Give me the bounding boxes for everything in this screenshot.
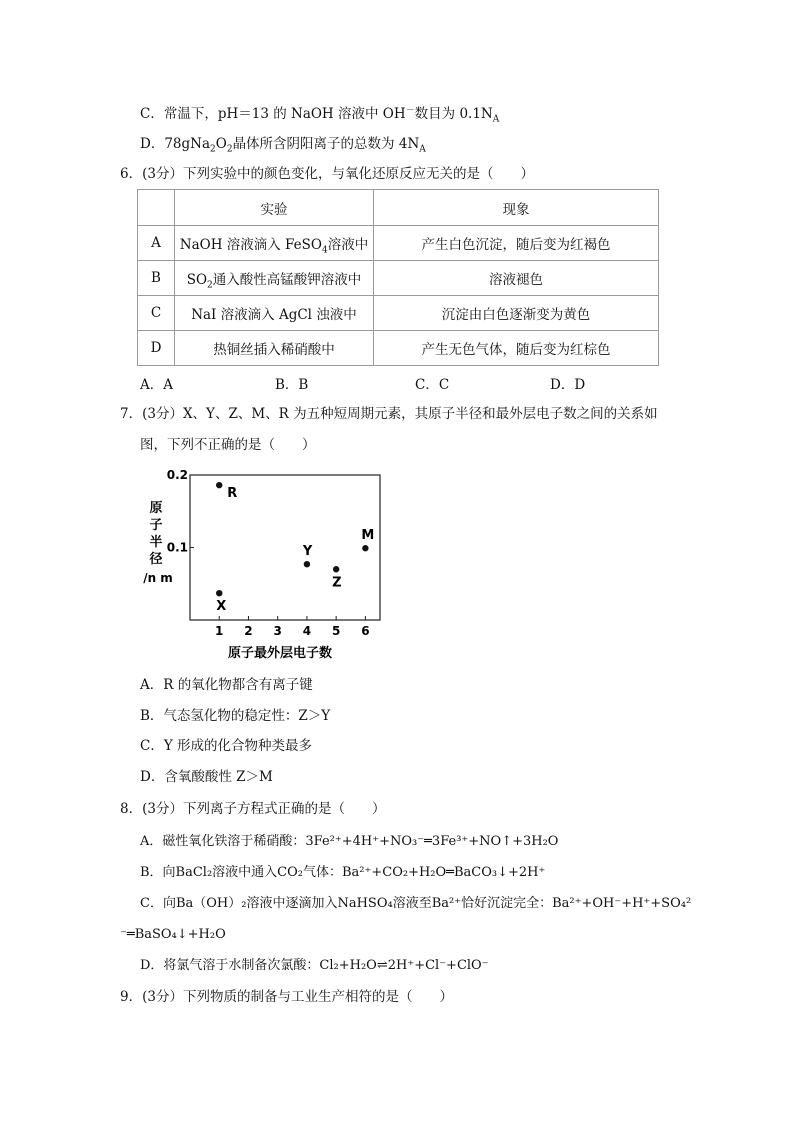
row-key: D	[138, 331, 175, 366]
table-header-cell: 实验	[175, 190, 374, 226]
q6-stem: 6．(3分）下列实验中的颜色变化，与氧化还原反应无关的是（ ）	[120, 166, 534, 182]
row-phenomenon: 产生白色沉淀，随后变为红褐色	[374, 226, 659, 261]
row-phenomenon: 沉淀由白色逐渐变为黄色	[374, 296, 659, 331]
ylabel-char: 子	[149, 518, 163, 533]
q8-stem: 8．(3分）下列离子方程式正确的是（ ）	[120, 801, 386, 817]
q8-option-c: C．向Ba（OH）₂溶液中逐滴加入NaHSO₄溶液至Ba²⁺恰好沉淀完全：Ba²⁺+OH⁻+H⁺+SO₄²	[140, 896, 692, 911]
q7-stem-line1: 7．(3分）X、Y、Z、M、R 为五种短周期元素，其原子半径和最外层电子数之间的关系如	[120, 406, 658, 422]
row-key: B	[138, 261, 175, 296]
x-tick-label: 6	[361, 624, 370, 638]
x-tick-label: 2	[244, 624, 253, 638]
point-label-X: X	[216, 599, 227, 615]
q7-option-d: D．含氧酸酸性 Z＞M	[140, 769, 273, 785]
q7-scatter-chart	[138, 460, 388, 665]
row-phenomenon: 产生无色气体，随后变为红棕色	[374, 331, 659, 366]
point-Z	[333, 566, 339, 572]
q8-option-c-cont: ⁻═BaSO₄↓+H₂O	[120, 927, 226, 942]
row-experiment: 热铜丝插入稀硝酸中	[175, 331, 374, 366]
ylabel-char: 径	[149, 552, 163, 567]
point-label-M: M	[361, 528, 375, 544]
x-tick-label: 5	[331, 624, 341, 638]
row-experiment: NaI 溶液滴入 AgCl 浊液中	[175, 296, 374, 331]
x-axis-label: 原子最外层电子数	[227, 646, 333, 661]
q8-option-d: D．将氯气溶于水制备次氯酸：Cl₂+H₂O⇌2H⁺+Cl⁻+ClO⁻	[140, 958, 489, 973]
q7-option-c: C．Y 形成的化合物种类最多	[140, 738, 313, 754]
q5-option-c: C．常温下，pH＝13 的 NaOH 溶液中 OH－数目为 $0.1N_A$	[140, 105, 500, 125]
table-row	[138, 226, 659, 261]
point-label-Y: Y	[302, 544, 313, 560]
ylabel-char: 原	[149, 501, 163, 516]
choice-b: B．B	[275, 377, 309, 393]
point-X	[216, 590, 222, 596]
q7-option-a: A．R 的氧化物都含有离子键	[140, 677, 313, 693]
point-R	[216, 482, 222, 488]
table-row	[138, 296, 659, 331]
point-M	[362, 545, 368, 551]
q9-stem: 9．(3分）下列物质的制备与工业生产相符的是（ ）	[120, 989, 453, 1005]
ylabel-unit: /n m	[143, 571, 173, 585]
y-tick-label: 0.1	[166, 540, 188, 555]
row-phenomenon: 溶液褪色	[374, 261, 659, 296]
table-header-cell: 现象	[374, 190, 659, 226]
ylabel-char: 半	[149, 535, 163, 550]
row-key: C	[138, 296, 175, 331]
q5-option-d: D．$78gNa_2O_2$晶体所含阴阳离子的总数为 $4N_A$	[140, 136, 426, 155]
q8-option-a: A．磁性氧化铁溶于稀硝酸：3Fe²⁺+4H⁺+NO₃⁻═3Fe³⁺+NO↑+3H₂O	[140, 834, 559, 849]
row-key: A	[138, 226, 175, 261]
q6-choices	[140, 373, 660, 393]
choice-a: A．A	[140, 377, 173, 393]
q7-stem-line2: 图，下列不正确的是（ ）	[140, 437, 316, 453]
point-label-Z: Z	[332, 575, 342, 591]
q8-option-b: B．向BaCl₂溶液中通入CO₂气体：Ba²⁺+CO₂+H₂O═BaCO₃↓+2H⁺	[140, 865, 546, 880]
y-tick-label: 0.2	[166, 468, 188, 482]
q7-option-b: B．气态氢化物的稳定性：Z＞Y	[140, 708, 331, 724]
table-row	[138, 331, 659, 366]
q6-table	[137, 189, 659, 366]
choice-c: C．C	[415, 377, 450, 393]
point-Y	[304, 561, 310, 567]
table-row	[138, 261, 659, 296]
row-experiment: $SO_2$通入酸性高锰酸钾溶液中	[175, 261, 374, 296]
point-label-R: R	[227, 486, 238, 502]
choice-d: D．D	[550, 377, 586, 393]
table-header-cell	[138, 190, 175, 226]
x-tick-label: 1	[215, 624, 224, 638]
x-tick-label: 4	[302, 624, 312, 638]
table-header-row	[138, 190, 659, 226]
row-experiment: NaOH 溶液滴入 FeSO$_4$溶液中	[175, 226, 374, 261]
x-tick-label: 3	[273, 624, 282, 638]
